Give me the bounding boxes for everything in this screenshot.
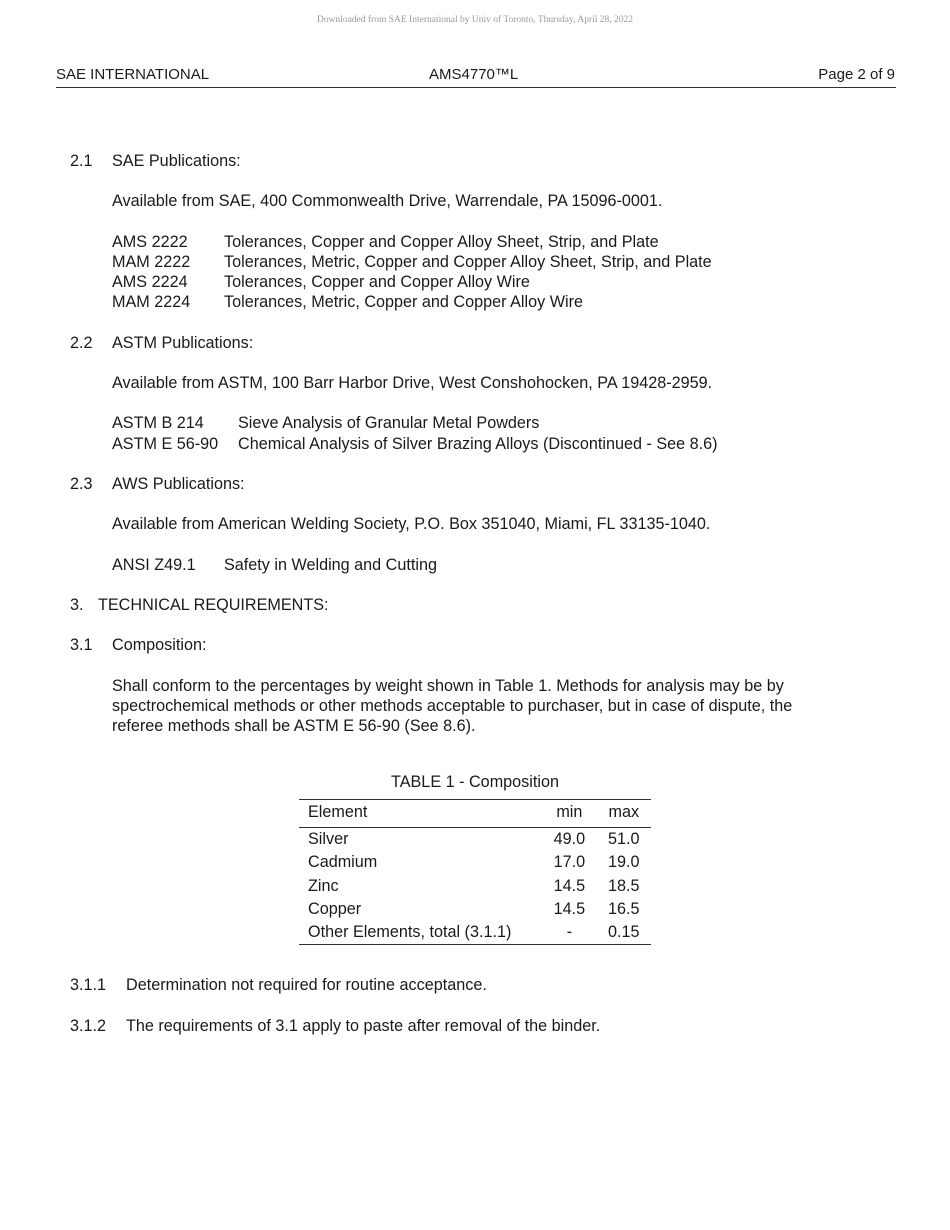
section-3-1-title: Composition:: [112, 636, 207, 654]
section-2-3-title: AWS Publications:: [112, 475, 245, 493]
cell-max: 18.5: [608, 876, 640, 895]
header-document-number: AMS4770™L: [429, 66, 519, 83]
ref-code: AMS 2222: [112, 233, 188, 251]
cell-min: 17.0: [553, 853, 586, 872]
section-3-1-number: 3.1: [70, 636, 93, 654]
ref-description: Sieve Analysis of Granular Metal Powders: [238, 414, 540, 432]
table-row: [299, 851, 651, 874]
cell-min: 14.5: [553, 876, 586, 895]
section-3-1-1-text: Determination not required for routine acceptance.: [126, 976, 487, 994]
section-2-2-availability: Available from ASTM, 100 Barr Harbor Drive, West Conshohocken, PA 19428-2959.: [112, 374, 713, 392]
header-organization: SAE INTERNATIONAL: [56, 66, 210, 83]
table-caption: TABLE 1 - Composition: [391, 773, 559, 791]
section-3-1-2-number: 3.1.2: [70, 1017, 107, 1035]
column-header-min: min: [542, 800, 596, 828]
ref-code: AMS 2224: [112, 273, 188, 291]
section-3-1-2-text: The requirements of 3.1 apply to paste after removal of the binder.: [126, 1017, 601, 1035]
ref-description: Tolerances, Metric, Copper and Copper Alloy Sheet, Strip, and Plate: [224, 253, 712, 271]
section-2-2-number: 2.2: [70, 334, 93, 352]
cell-element: Other Elements, total (3.1.1): [308, 923, 512, 942]
ref-code: MAM 2224: [112, 293, 191, 311]
download-watermark: Downloaded from SAE International by Univ of Toronto, Thursday, April 28, 2022: [316, 15, 634, 25]
ref-description: Safety in Welding and Cutting: [224, 556, 437, 574]
cell-min: 49.0: [553, 830, 586, 849]
ref-description: Tolerances, Copper and Copper Alloy Wire: [224, 273, 530, 291]
table-row: [299, 921, 651, 945]
cell-min: 14.5: [553, 900, 586, 919]
table-row: [299, 898, 651, 921]
cell-max: 19.0: [608, 853, 640, 872]
section-3-1-1-number: 3.1.1: [70, 976, 107, 994]
section-3-1-body: Shall conform to the percentages by weight shown in Table 1. Methods for analysis may be by spectrochemical methods or other methods acceptable to purchaser, but in case of dispute, the referee methods shall be ASTM E 56-90 (See 8.6).: [112, 677, 793, 735]
cell-element: Zinc: [308, 876, 339, 895]
section-3-title: TECHNICAL REQUIREMENTS:: [98, 596, 329, 614]
table-row: [299, 828, 651, 852]
cell-element: Copper: [308, 900, 362, 919]
ref-description: Tolerances, Metric, Copper and Copper Alloy Wire: [224, 293, 583, 311]
composition-table: [299, 799, 651, 945]
cell-element: Silver: [308, 830, 349, 849]
column-header-max: max: [597, 800, 651, 828]
table-header-row: [299, 800, 651, 828]
ref-code: ANSI Z49.1: [112, 556, 196, 574]
cell-min: -: [566, 923, 573, 942]
section-2-2-title: ASTM Publications:: [112, 334, 254, 352]
ref-code: ASTM B 214: [112, 414, 204, 432]
section-2-3-availability: Available from American Welding Society, P.O. Box 351040, Miami, FL 33135-1040.: [112, 515, 711, 533]
column-header-element: Element: [299, 800, 542, 828]
cell-max: 16.5: [608, 900, 640, 919]
ref-code: ASTM E 56-90: [112, 435, 219, 453]
cell-element: Cadmium: [308, 853, 378, 872]
section-2-1-availability: Available from SAE, 400 Commonwealth Drive, Warrendale, PA 15096-0001.: [112, 192, 663, 210]
section-2-1-title: SAE Publications:: [112, 152, 241, 170]
header-divider: [56, 87, 896, 88]
ref-code: MAM 2222: [112, 253, 191, 271]
cell-max: 51.0: [608, 830, 640, 849]
section-3-number: 3.: [70, 596, 84, 614]
table-row: [299, 875, 651, 898]
header-page-number: Page 2 of 9: [818, 66, 895, 83]
ref-description: Tolerances, Copper and Copper Alloy Sheet, Strip, and Plate: [224, 233, 659, 251]
section-2-1-number: 2.1: [70, 152, 93, 170]
ref-description: Chemical Analysis of Silver Brazing Alloys (Discontinued - See 8.6): [238, 435, 718, 453]
cell-max: 0.15: [608, 923, 640, 942]
section-2-3-number: 2.3: [70, 475, 93, 493]
